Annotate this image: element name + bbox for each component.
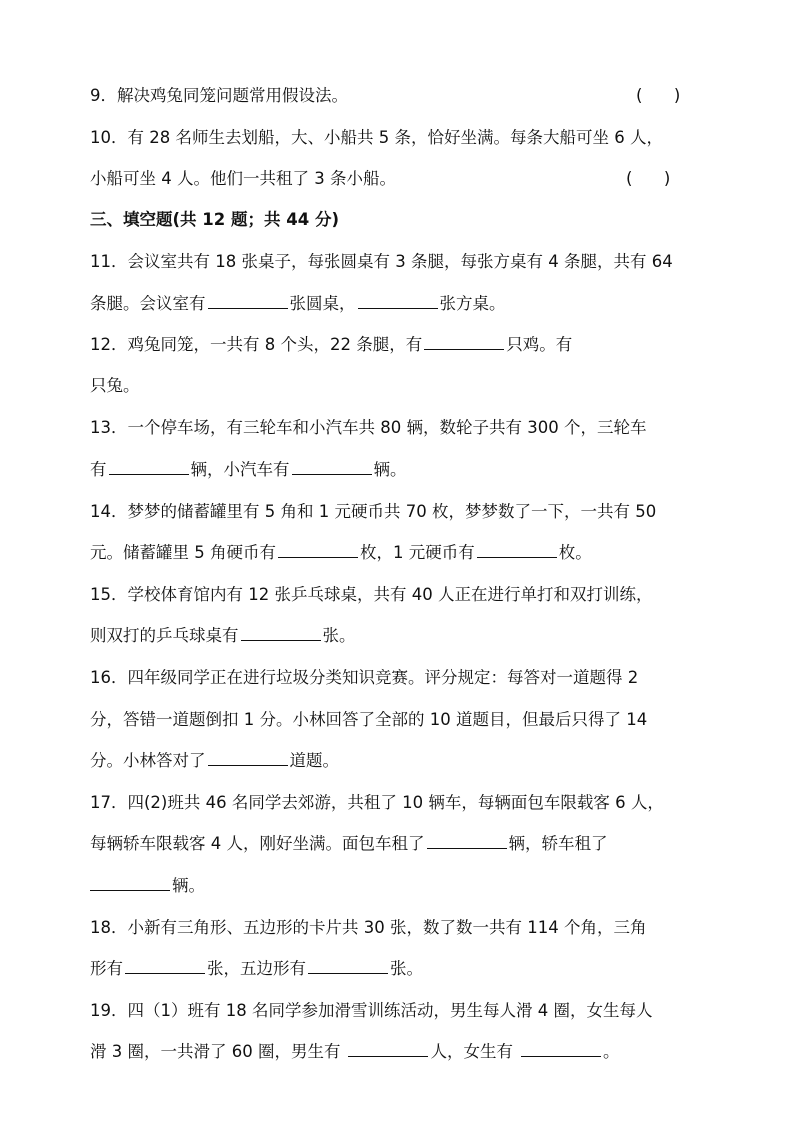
question-16-text-b: 道题。 <box>289 751 339 770</box>
question-11-line-1: 11．会议室共有 18 张桌子，每张圆桌有 3 条腿，每张方桌有 4 条腿，共有 64 <box>90 252 673 271</box>
question-11-text-c: 张方桌。 <box>439 294 506 313</box>
question-16-line-2: 分，答错一道题倒扣 1 分。小林回答了全部的 10 道题目，但最后只得了 14 <box>90 710 648 729</box>
question-14-text-a: 元。储蓄罐里 5 角硬币有 <box>90 543 276 562</box>
question-14-blank-1yuan[interactable] <box>477 556 557 558</box>
question-17-text-b: 辆，轿车租了 <box>508 834 608 853</box>
question-12-text-b: 只鸡。有 <box>506 335 573 354</box>
question-14-line-1: 14．梦梦的储蓄罐里有 5 角和 1 元硬币共 70 枚，梦梦数了一下，一共有 50 <box>90 502 657 521</box>
question-12-text-a: 12．鸡兔同笼，一共有 8 个头，22 条腿，有 <box>90 335 423 354</box>
question-15-text-b: 张。 <box>322 626 356 645</box>
question-12-line-1 <box>90 333 730 357</box>
question-17-text-c: 辆。 <box>172 876 205 895</box>
question-13-blank-cars[interactable] <box>292 473 372 475</box>
question-19-blank-girls[interactable] <box>521 1055 601 1057</box>
question-16-blank-correct[interactable] <box>208 764 288 766</box>
question-12-line-2: 只兔。 <box>90 376 140 395</box>
question-11-text-a: 条腿。会议室有 <box>90 294 206 313</box>
question-19-line-1: 19．四（1）班有 18 名同学参加滑雪训练活动，男生每人滑 4 圈，女生每人 <box>90 1001 653 1020</box>
question-15-text-a: 则双打的乒乓球桌有 <box>90 626 239 645</box>
question-18-blank-triangles[interactable] <box>125 972 205 974</box>
question-17-blank-vans[interactable] <box>427 847 507 849</box>
question-19-text-c: 。 <box>602 1042 620 1061</box>
question-13-text-c: 辆。 <box>373 460 407 479</box>
question-13-line-2 <box>90 458 730 482</box>
question-18-blank-pentagons[interactable] <box>308 972 388 974</box>
section-3-heading: 三、填空题(共 12 题；共 44 分) <box>90 210 339 229</box>
question-9-answer-paren[interactable]: ( ) <box>636 86 681 105</box>
question-19-text-a: 滑 3 圈，一共滑了 60 圈，男生有 <box>90 1042 341 1061</box>
question-15-line-1: 15．学校体育馆内有 12 张乒乓球桌，共有 40 人正在进行单打和双打训练， <box>90 585 653 604</box>
question-11-text-b: 张圆桌， <box>289 294 356 313</box>
question-15-blank-doubles-tables[interactable] <box>241 639 321 641</box>
question-17-line-2 <box>90 832 730 856</box>
question-10-line-1: 10．有 28 名师生去划船，大、小船共 5 条，恰好坐满。每条大船可坐 6 人， <box>90 128 663 147</box>
question-14-text-c: 枚。 <box>558 543 592 562</box>
question-13-text-b: 辆，小汽车有 <box>190 460 290 479</box>
question-16-text-a: 分。小林答对了 <box>90 751 206 770</box>
question-18-text-a: 形有 <box>90 959 123 978</box>
question-9-text: 9．解决鸡兔同笼问题常用假设法。 <box>90 86 348 105</box>
question-11-blank-round-tables[interactable] <box>208 307 288 309</box>
question-9 <box>90 84 730 108</box>
question-16-line-3 <box>90 749 730 773</box>
question-19-blank-boys[interactable] <box>348 1055 428 1057</box>
question-10-line-2: 小船可坐 4 人。他们一共租了 3 条小船。 <box>90 169 396 188</box>
question-17-line-1: 17．四(2)班共 46 名同学去郊游，共租了 10 辆车，每辆面包车限载客 6 人， <box>90 793 664 812</box>
question-11-blank-square-tables[interactable] <box>358 307 438 309</box>
question-15-line-2 <box>90 624 730 648</box>
question-13-blank-tricycles[interactable] <box>109 473 189 475</box>
question-13-line-1: 13．一个停车场，有三轮车和小汽车共 80 辆，数轮子共有 300 个，三轮车 <box>90 418 647 437</box>
question-19-text-b: 人，女生有 <box>430 1042 513 1061</box>
question-14-text-b: 枚，1 元硬币有 <box>360 543 475 562</box>
question-18-line-2 <box>90 957 730 981</box>
question-19-line-2 <box>90 1040 730 1064</box>
question-12-blank-chickens[interactable] <box>424 348 504 350</box>
question-10-answer-paren[interactable]: ( ) <box>626 169 671 188</box>
question-17-line-3 <box>90 874 730 898</box>
question-14-blank-5jiao[interactable] <box>278 556 358 558</box>
question-14-line-2 <box>90 541 730 565</box>
question-13-text-a: 有 <box>90 460 107 479</box>
question-18-text-c: 张。 <box>390 959 423 978</box>
question-17-text-a: 每辆轿车限载客 4 人，刚好坐满。面包车租了 <box>90 834 425 853</box>
question-18-line-1: 18．小新有三角形、五边形的卡片共 30 张，数了数一共有 114 个角，三角 <box>90 918 647 937</box>
question-11-line-2 <box>90 292 730 316</box>
question-17-blank-sedans[interactable] <box>90 889 170 891</box>
question-16-line-1: 16．四年级同学正在进行垃圾分类知识竞赛。评分规定：每答对一道题得 2 <box>90 668 639 687</box>
question-18-text-b: 张，五边形有 <box>207 959 306 978</box>
